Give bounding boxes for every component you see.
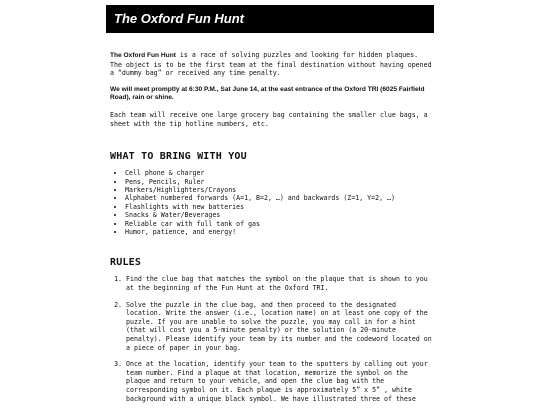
rule-item: 1. Find the clue bag that matches the symbol on the plaque that is shown to you at the beginning of the Fun Hunt at the Oxford TRI. (126, 275, 432, 292)
intro-paragraph (110, 51, 432, 78)
list-item: • Reliable car with full tank of gas (125, 220, 432, 228)
intro-text: is a race of solving puzzles and looking for hidden plaques. The object is to be the first team at the final destination without having opened a “dummy bag” or received any time penalty. (110, 51, 432, 78)
list-item: • Pens, Pencils, Ruler (125, 178, 432, 186)
main-content (110, 51, 432, 411)
bag-paragraph: Each team will receive one large grocery bag containing the smaller clue bags, a sheet with the tip hotline numbers, etc. (110, 110, 428, 128)
rule-item: 3. Once at the location, identify your team to the spotters by calling out your team number. Find a plaque at that location, memorize the symbol on the plaque and return to your vehicle, and open the clue bag with the corresponding symbol on it. Each plaque is approximately 5” x 5” , white background with a unique black symbol. We have illustrated three of these (126, 360, 432, 403)
meeting-paragraph: We will meet promptly at 6:30 P.M., Sat June 14, at the east entrance of the Oxford TRI (6025 Fairfield Road), rain or shine. (110, 85, 425, 102)
bring-list (110, 169, 432, 236)
bring-heading: WHAT TO BRING WITH YOU (110, 151, 247, 163)
list-item: • Alphabet numbered forwards (A=1, B=2, …) and backwards (Z=1, Y=2, …) (125, 194, 432, 202)
rules-list (110, 275, 432, 403)
list-item: • Snacks & Water/Beverages (125, 211, 432, 219)
rules-heading: RULES (110, 257, 142, 269)
list-item: • Markers/Highlighters/Crayons (125, 186, 432, 194)
page-title: The Oxford Fun Hunt (114, 11, 244, 26)
list-item: • Cell phone & charger (125, 169, 432, 177)
rule-item: 2. Solve the puzzle in the clue bag, and then proceed to the designated location. Write the answer (i.e., location name) on at least one copy of the puzzle. If you are unable to solve the puzzle, you may call in for a hint (that will cost you a 5-minute penalty) or the solution (a 20-minute penalty). Please identify your team by its number and the codeword located on a piece of paper in your bag. (126, 301, 432, 353)
intro-name: The Oxford Fun Hunt (110, 52, 176, 59)
list-item: • Flashlights with new batteries (125, 203, 432, 211)
list-item: • Humor, patience, and energy! (125, 228, 432, 236)
title-banner (106, 5, 434, 33)
